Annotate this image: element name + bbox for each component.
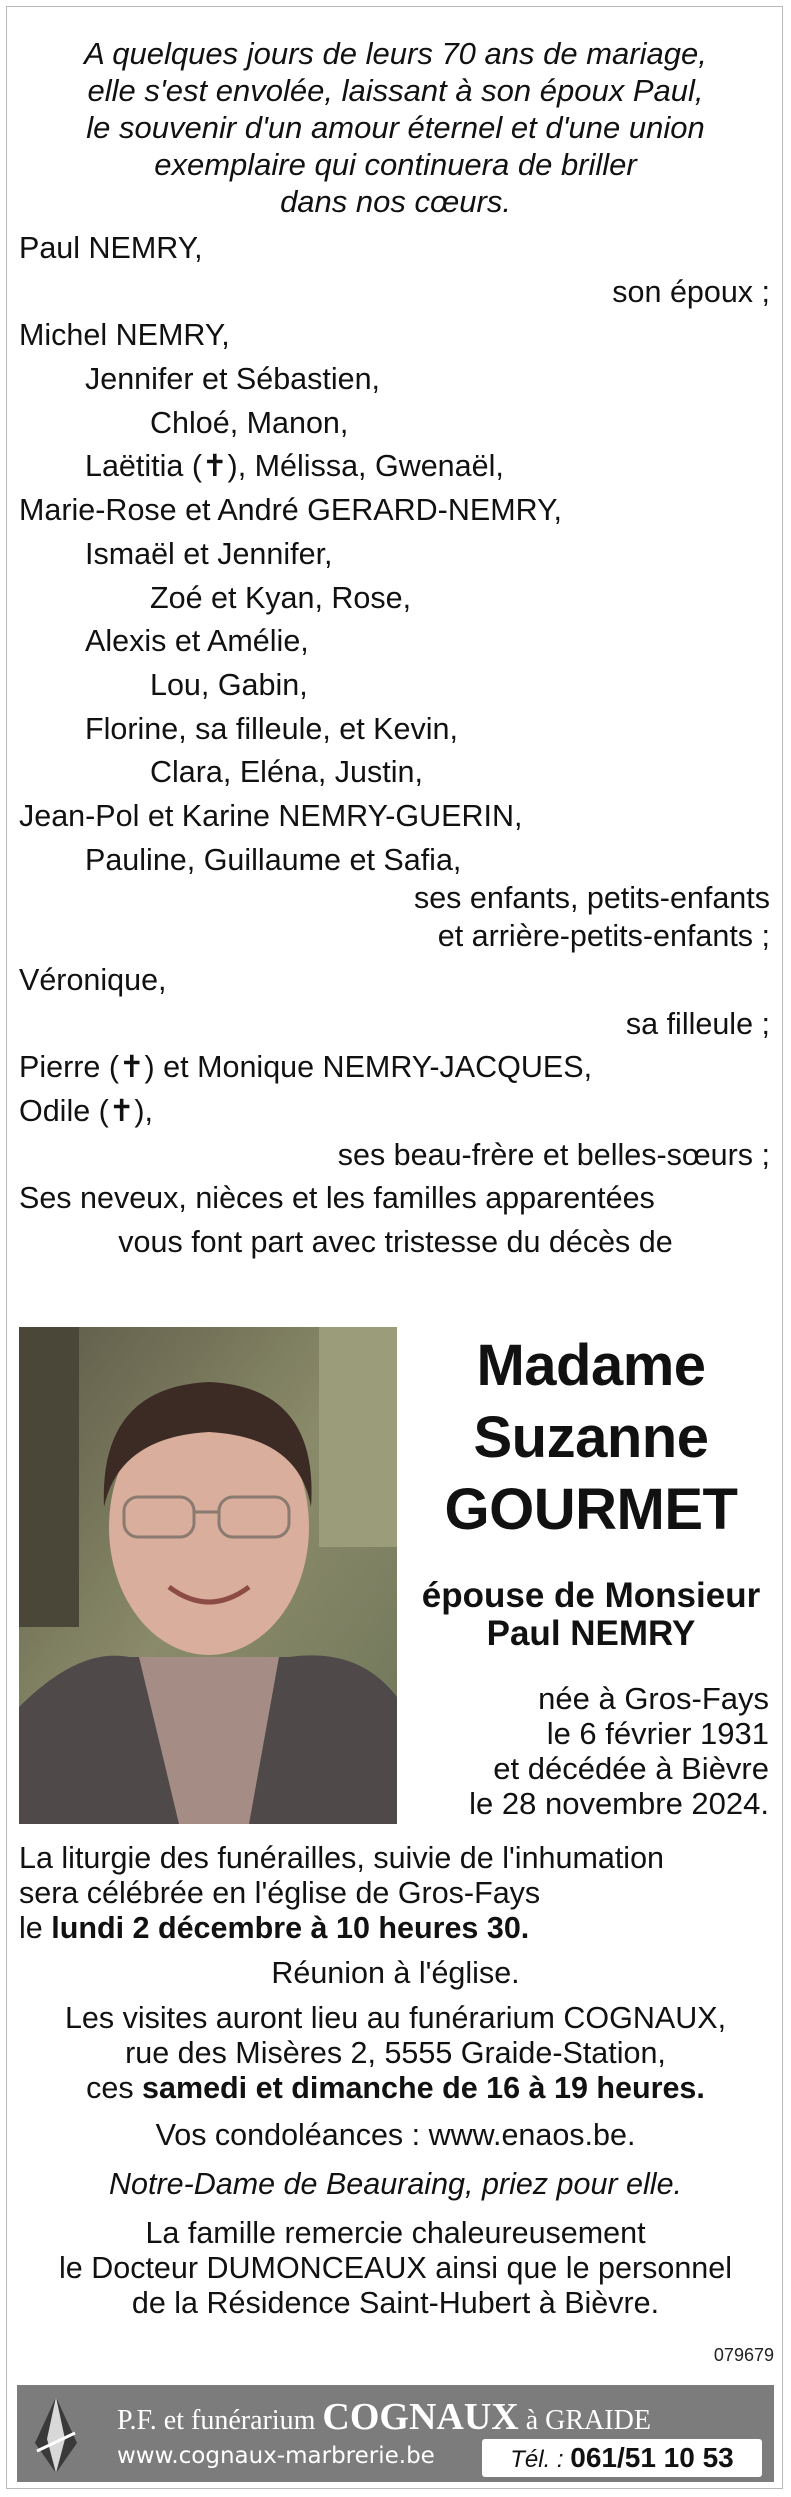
condolences-line: Vos condoléances : www.enaos.be. <box>155 2118 636 2152</box>
family-member: Marie-Rose et André GERARD-NEMRY, <box>19 493 562 528</box>
deceased-title: Madame <box>476 1333 706 1398</box>
funeral-home-banner <box>17 2385 774 2482</box>
birth-line: le 6 février 1931 <box>546 1716 769 1751</box>
family-member: Odile (✝), <box>19 1094 154 1129</box>
family-member: Chloé, Manon, <box>150 405 349 440</box>
portrait-image <box>19 1327 397 1824</box>
thanks-line: La famille remercie chaleureusement <box>145 2216 646 2250</box>
family-member: Pierre (✝) et Monique NEMRY-JACQUES, <box>19 1050 593 1085</box>
family-member: vous font part avec tristesse du décès de <box>118 1225 673 1260</box>
family-member: Laëtitia (✝), Mélissa, Gwenaël, <box>85 449 504 484</box>
death-line: le 28 novembre 2024. <box>469 1786 769 1821</box>
family-list <box>7 227 784 1265</box>
spouse-line-2: Paul NEMRY <box>486 1614 696 1653</box>
visits-times <box>7 2071 784 2106</box>
deceased-last-name: GOURMET <box>444 1477 738 1542</box>
prayer-line: Notre-Dame de Beauraing, priez pour elle. <box>108 2167 683 2201</box>
visits-line: Les visites auront lieu au funérarium COGNAUX, <box>64 2001 727 2035</box>
funeral-home-prefix: P.F. et funérarium <box>117 2405 323 2436</box>
obituary-page <box>6 6 783 2489</box>
intro-line: exemplaire qui continuera de briller <box>154 147 637 182</box>
family-member: Alexis et Amélie, <box>85 624 309 659</box>
reference-number: 079679 <box>713 2345 774 2365</box>
thanks-line: de la Résidence Saint-Hubert à Bièvre. <box>131 2286 660 2320</box>
intro-text <box>7 35 784 220</box>
family-member: Jennifer et Sébastien, <box>85 362 381 397</box>
family-relation: ses beau-frère et belles-sœurs ; <box>337 1137 770 1172</box>
phone-number: 061/51 10 53 <box>570 2442 734 2473</box>
visits-times-value: samedi et dimanche de 16 à 19 heures. <box>142 2071 705 2105</box>
family-relation: et arrière-petits-enfants ; <box>437 919 770 954</box>
meeting-line: Réunion à l'église. <box>271 1956 520 1990</box>
family-member: Clara, Eléna, Justin, <box>150 755 423 790</box>
portrait-photo <box>19 1327 397 1824</box>
intro-line: A quelques jours de leurs 70 ans de mariage, <box>84 36 707 71</box>
death-line: et décédée à Bièvre <box>493 1751 769 1786</box>
funeral-home-name <box>117 2395 651 2439</box>
intro-line: le souvenir d'un amour éternel et d'une union <box>86 110 705 145</box>
family-member: Pauline, Guillaume et Safia, <box>85 842 462 877</box>
family-member: Zoé et Kyan, Rose, <box>150 580 412 615</box>
liturgy-date <box>7 1911 784 1946</box>
funeral-home-location: à GRAIDE <box>518 2405 651 2436</box>
funeral-home-website[interactable]: www.cognaux-marbrerie.be <box>117 2443 435 2469</box>
family-member: Véronique, <box>19 963 167 997</box>
family-relation: ses enfants, petits-enfants <box>413 881 770 916</box>
family-member: Paul NEMRY, <box>19 231 203 265</box>
funeral-home-brand: COGNAUX <box>322 2396 519 2438</box>
visits-times-prefix: ces <box>86 2071 143 2105</box>
family-relation: son époux ; <box>612 274 770 309</box>
deceased-first-name: Suzanne <box>473 1405 709 1470</box>
deceased-info <box>407 1327 775 1821</box>
spouse-line-1: épouse de Monsieur <box>421 1576 761 1615</box>
family-member: Lou, Gabin, <box>150 667 308 702</box>
intro-line: elle s'est envolée, laissant à son époux Paul, <box>87 73 704 108</box>
funeral-home-phone[interactable] <box>482 2439 762 2477</box>
birth-line: née à Gros-Fays <box>538 1681 769 1716</box>
intro-line: dans nos cœurs. <box>280 184 511 219</box>
family-relation: sa filleule ; <box>625 1006 770 1041</box>
birth-death-info <box>407 1681 775 1821</box>
visits-address: rue des Misères 2, 5555 Graide-Station, <box>125 2036 666 2070</box>
family-member: Florine, sa filleule, et Kevin, <box>85 711 458 746</box>
family-member: Michel NEMRY, <box>19 318 230 353</box>
family-member: Jean-Pol et Karine NEMRY-GUERIN, <box>19 798 523 833</box>
liturgy-date-prefix: le <box>19 1911 52 1945</box>
thanks-line: le Docteur DUMONCEAUX ainsi que le personnel <box>59 2251 732 2285</box>
phone-label: Tél. : <box>510 2446 571 2473</box>
family-member: Ismaël et Jennifer, <box>85 536 333 571</box>
liturgy-line: sera célébrée en l'église de Gros-Fays <box>19 1876 541 1910</box>
family-member: Ses neveux, nièces et les familles apparentées <box>19 1181 655 1216</box>
liturgy-line: La liturgie des funérailles, suivie de l'inhumation <box>19 1841 664 1875</box>
funeral-home-logo-icon <box>25 2393 87 2477</box>
liturgy-date-value: lundi 2 décembre à 10 heures 30. <box>51 1911 530 1945</box>
funeral-info <box>7 1841 784 2321</box>
